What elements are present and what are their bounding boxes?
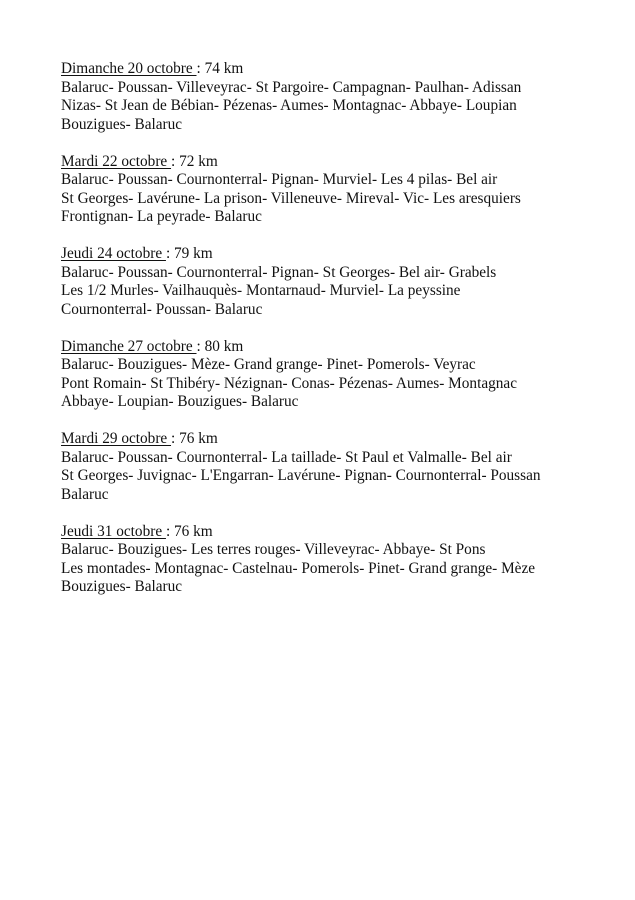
route-line: Balaruc xyxy=(61,485,109,503)
route-line: Frontignan- La peyrade- Balaruc xyxy=(61,208,262,225)
route-line: Abbaye- Loupian- Bouzigues- Balaruc xyxy=(61,393,299,410)
route-line: Balaruc- Bouzigues- Mèze- Grand grange- Pinet- Pomerols- Veyrac xyxy=(61,356,476,373)
route-line: St Georges- Lavérune- La prison- Villeneuve- Mireval- Vic- Les aresquiers xyxy=(61,189,521,207)
ride-date: Jeudi 24 octobre xyxy=(61,245,166,262)
ride-distance: : 74 km xyxy=(196,60,244,77)
route-line: St Georges- Juvignac- L'Engarran- Lavérune- Pignan- Cournonterral- Poussan xyxy=(61,467,541,484)
ride-date: Mardi 29 octobre xyxy=(61,430,172,447)
ride-heading xyxy=(61,430,581,449)
ride-distance: : 79 km xyxy=(165,245,213,262)
route-line: Balaruc- Poussan- Cournonterral- Pignan- St Georges- Bel air- Grabels xyxy=(61,263,497,281)
route-line: Les montades- Montagnac- Castelnau- Pomerols- Pinet- Grand grange- Mèze xyxy=(61,559,536,577)
ride-entry xyxy=(61,60,581,134)
ride-distance: : 76 km xyxy=(171,430,218,447)
ride-date: Dimanche 27 octobre xyxy=(61,337,197,355)
ride-date: Jeudi 31 octobre xyxy=(61,522,166,540)
ride-entry xyxy=(61,153,581,227)
ride-heading xyxy=(61,338,581,357)
route-line: Nizas- St Jean de Bébian- Pézenas- Aumes- Montagnac- Abbaye- Loupian xyxy=(61,97,517,114)
route-line: Balaruc- Bouzigues- Les terres rouges- Villeveyrac- Abbaye- St Pons xyxy=(61,541,486,558)
ride-date: Mardi 22 octobre xyxy=(61,152,172,170)
ride-distance: : 76 km xyxy=(165,522,213,540)
ride-entry xyxy=(61,523,581,597)
ride-heading xyxy=(61,60,581,79)
ride-date: Dimanche 20 octobre xyxy=(61,60,197,77)
ride-distance: : 80 km xyxy=(196,337,244,355)
route-line: Cournonterral- Poussan- Balaruc xyxy=(61,300,263,318)
ride-heading xyxy=(61,245,581,264)
route-line: Balaruc- Poussan- Cournonterral- La taillade- St Paul et Valmalle- Bel air xyxy=(61,448,512,466)
ride-entry xyxy=(61,338,581,412)
ride-distance: : 72 km xyxy=(171,152,218,170)
ride-entry xyxy=(61,430,581,504)
route-line: Les 1/2 Murles- Vailhauquès- Montarnaud- Murviel- La peyssine xyxy=(61,282,461,299)
route-line: Pont Romain- St Thibéry- Nézignan- Conas- Pézenas- Aumes- Montagnac xyxy=(61,374,517,392)
route-line: Balaruc- Poussan- Villeveyrac- St Pargoire- Campagnan- Paulhan- Adissan xyxy=(61,78,522,96)
document-page xyxy=(61,60,581,615)
ride-heading xyxy=(61,153,581,172)
ride-heading xyxy=(61,523,581,542)
route-line: Bouzigues- Balaruc xyxy=(61,115,183,133)
route-line: Bouzigues- Balaruc xyxy=(61,578,183,595)
route-line: Balaruc- Poussan- Cournonterral- Pignan- Murviel- Les 4 pilas- Bel air xyxy=(61,171,498,188)
ride-entry xyxy=(61,245,581,319)
